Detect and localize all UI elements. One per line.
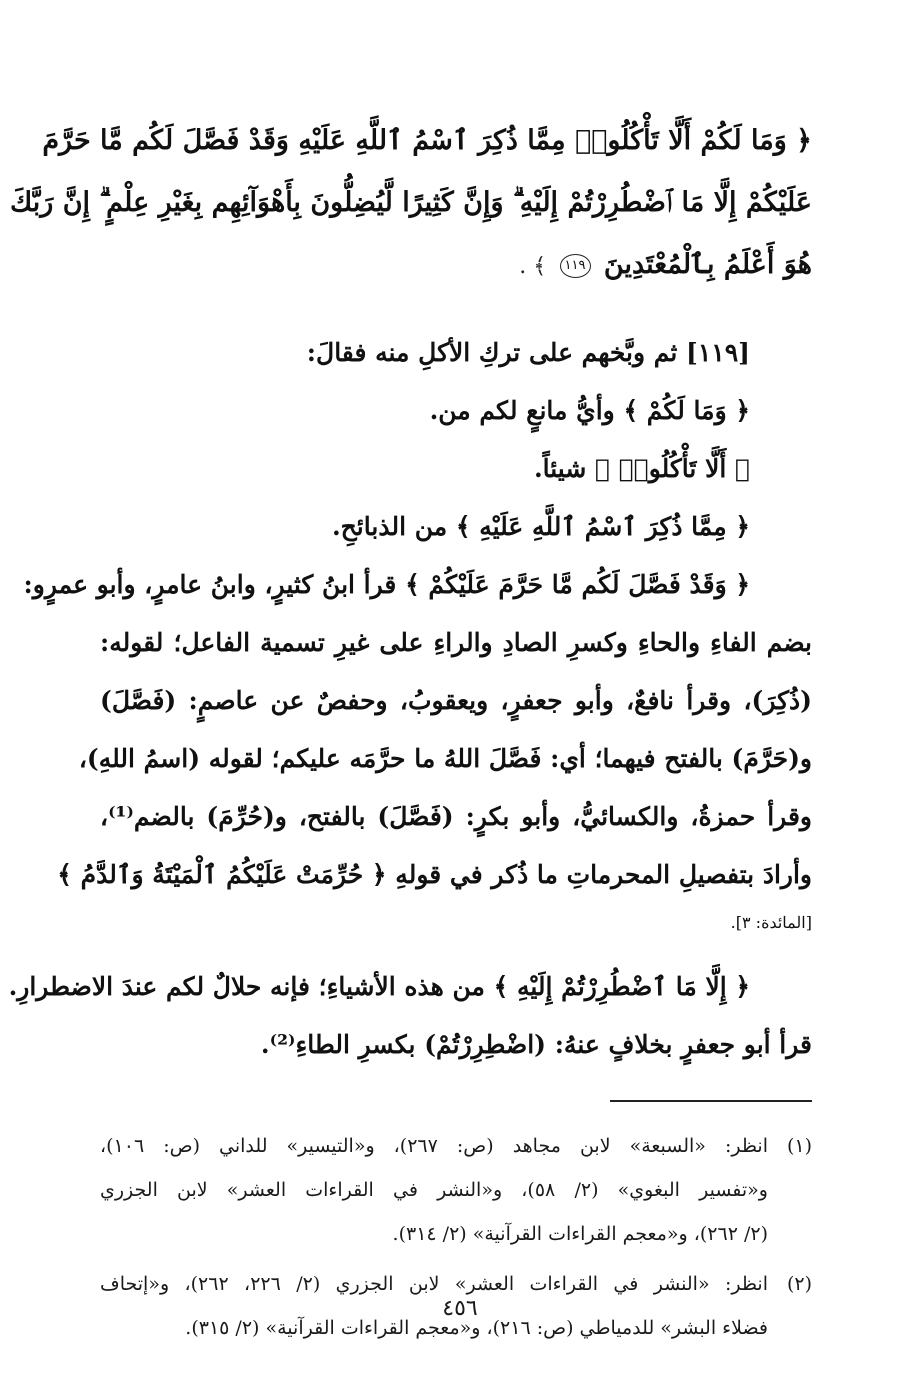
- quran-quote: ﴿ أَلَّا تَأْكُلُوا۟ ﴾: [595, 454, 750, 483]
- paragraph-line: [100, 672, 812, 730]
- paragraph-text: وأيُّ مانعٍ لكم من.: [429, 396, 624, 425]
- footnote-number: (٢): [786, 1273, 812, 1295]
- paragraph-text: وأرادَ بتفصيلِ المحرماتِ ما ذُكر في قولهِ: [386, 860, 812, 889]
- quran-line: [100, 234, 812, 298]
- paragraph-line: [100, 1016, 812, 1074]
- paragraph-text: من الذبائحِ.: [331, 512, 456, 541]
- paragraph-line: [100, 440, 812, 498]
- paragraph-text: (ذُكِرَ)، وقرأ نافعٌ، وأبو جعفرٍ، ويعقوبُ، وحفصٌ عن عاصمٍ: (فَصَّلَ): [100, 686, 812, 715]
- paragraph-line: [100, 614, 812, 672]
- footnote-number: (١): [786, 1135, 812, 1157]
- quran-quote: ﴿ إِلَّا مَا ٱضْطُرِرْتُمْ إِلَيْهِ ﴾: [493, 972, 750, 1001]
- paragraph-line: [8, 958, 812, 1016]
- paragraph-line: [100, 382, 812, 440]
- paragraph-text: و(حَرَّمَ) بالفتح فيهما؛ أي: فَصَّلَ اللهُ ما حرَّمَه عليكم؛ لقوله (اسمُ اللهِ)،: [78, 744, 812, 773]
- footnote-line: فضلاء البشر» للدمياطي (ص: ٢١٦)، و«معجم القراءات القرآنية» (٢/ ٣١٥).: [185, 1317, 768, 1339]
- footnote: [100, 1124, 812, 1256]
- paragraph-text: [١١٩] ثم وبَّخهم على تركِ الأكلِ منه فقالَ:: [306, 338, 750, 367]
- paragraph-line: [100, 498, 812, 556]
- surah-citation: [100, 904, 812, 942]
- citation-text: [المائدة: ٣].: [730, 913, 812, 932]
- footnote-separator: [610, 1100, 812, 1102]
- verse-number-marker: ١١٩: [560, 254, 591, 278]
- footnote-line: انظر: «السبعة» لابن مجاهد (ص: ٢٦٧)، و«التيسير» للداني (ص: ١٠٦)،: [100, 1135, 768, 1157]
- quran-line: [42, 110, 812, 172]
- page-number: ٤٥٦: [442, 1296, 478, 1321]
- footnote-line: (٢/ ٢٦٢)، و«معجم القراءات القرآنية» (٢/ ٣١٤).: [392, 1223, 768, 1245]
- quran-quote: ﴿ وَقَدْ فَصَّلَ لَكُم مَّا حَرَّمَ عَلَيْكُمْ ﴾: [405, 570, 750, 599]
- quran-line-text: ﴿ وَمَا لَكُمْ أَلَّا تَأْكُلُوا۟ مِمَّا ذُكِرَ ٱسْمُ ٱللَّهِ عَلَيْهِ وَقَدْ فَصَّلَ لَكُم مَّا حَرَّمَ: [42, 125, 812, 156]
- paragraph-line: [57, 846, 812, 904]
- paragraph-line: [100, 324, 812, 382]
- quran-line: [9, 172, 812, 234]
- quran-passage: [9, 110, 812, 298]
- closing-bracket: ﴾ .: [519, 254, 547, 279]
- quran-line-text: هُوَ أَعْلَمُ بِٱلْمُعْتَدِينَ: [603, 249, 812, 280]
- paragraph-text: بضم الفاءِ والحاءِ وكسرِ الصادِ والراءِ على غيرِ تسمية الفاعل؛ لقوله:: [100, 628, 812, 657]
- footnote-line: و«تفسير البغوي» (٢/ ٥٨)، و«النشر في القراءات العشر» لابن الجزري: [100, 1179, 768, 1201]
- paragraph-text: وقرأ حمزةُ، والكسائيُّ، وأبو بكرٍ: (فَصَّلَ) بالفتح، و(حُرِّمَ) بالضم⁽¹⁾،: [100, 802, 812, 831]
- quran-line-text: عَلَيْكُمْ إِلَّا مَا ٱضْطُرِرْتُمْ إِلَيْهِ ۗ وَإِنَّ كَثِيرًا لَّيُضِلُّونَ بِأَهْوَآئِهِم بِغَيْرِ عِلْمٍ ۗ إِنَّ رَبَّكَ: [9, 187, 812, 218]
- paragraph-line: [23, 556, 812, 614]
- quran-quote: ﴿ وَمَا لَكُمْ ﴾: [623, 396, 750, 425]
- quran-quote: ﴿ مِمَّا ذُكِرَ ٱسْمُ ٱللَّهِ عَلَيْهِ ﴾: [455, 512, 750, 541]
- quran-quote: ﴿ حُرِّمَتْ عَلَيْكُمُ ٱلْمَيْتَةُ وَٱلدَّمُ ﴾: [57, 860, 387, 889]
- paragraph-text: قرأ أبو جعفرٍ بخلافٍ عنهُ: (اضْطِرِرْتُمْ) بكسرِ الطاءِ⁽²⁾.: [260, 1030, 812, 1059]
- footnote-line: انظر: «النشر في القراءات العشر» لابن الجزري (٢/ ٢٢٦، ٢٦٢)، و«إتحاف: [100, 1273, 769, 1295]
- paragraph-text: من هذه الأشياءِ؛ فإنه حلالٌ لكم عندَ الاضطرارِ.: [8, 972, 494, 1001]
- paragraph-text: شيئاً.: [533, 454, 595, 483]
- paragraph-line: [100, 788, 812, 846]
- commentary: [8, 324, 812, 1074]
- paragraph-text: قرأ ابنُ كثيرٍ، وابنُ عامرٍ، وأبو عمرٍو:: [23, 570, 406, 599]
- paragraph-line: [78, 730, 812, 788]
- footnote-body: [100, 1124, 768, 1256]
